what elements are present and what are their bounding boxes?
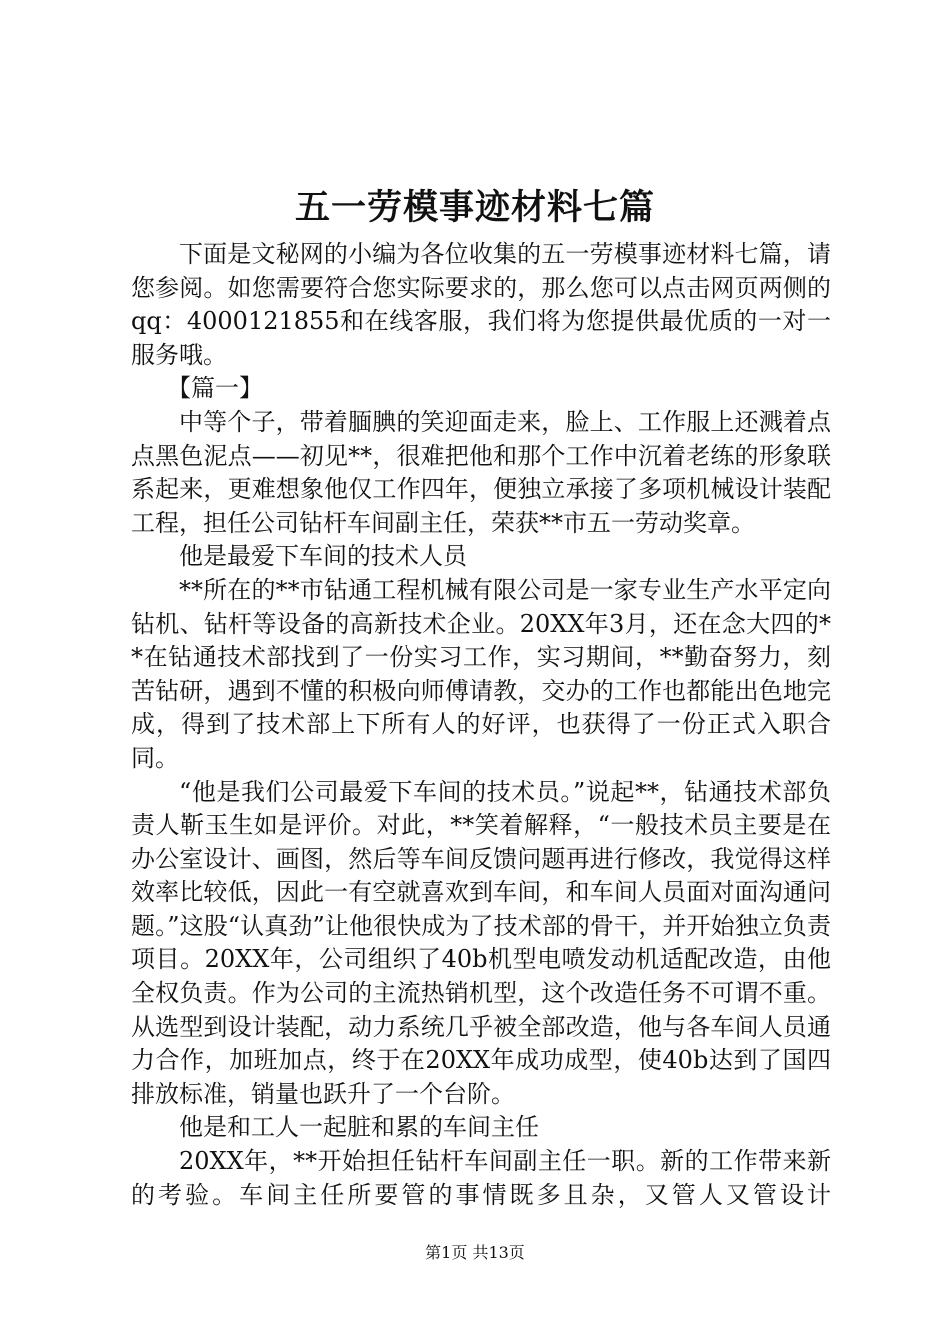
body-paragraph: 中等个子，带着腼腆的笑迎面走来，脸上、工作服上还溅着点点黑色泥点——初见**，很难把他和那个工作中沉着老练的形象联系起来，更难想象他仅工作四年，便独立承接了多项机械设计装配工程，担任公司钻杆车间副主任，荣获**市五一劳动奖章。 [131, 407, 831, 537]
body-paragraph: **所在的**市钻通工程机械有限公司是一家专业生产水平定向钻机、钻杆等设备的高新技术企业。20XX年3月，还在念大四的**在钻通技术部找到了一份实习工作，实习期间，**勤奋努力，刻苦钻研，遇到不懂的积极向师傅请教，交办的工作也都能出色地完成，得到了技术部上下所有人的好评，也获得了一份正式入职合同。 [131, 575, 831, 772]
document-body [131, 238, 831, 1212]
intro-paragraph: 下面是文秘网的小编为各位收集的五一劳模事迹材料七篇，请您参阅。如您需要符合您实际要求的，那么您可以点击网页两侧的qq：4000121855和在线客服，我们将为您提供最优质的一对一服务哦。 [131, 240, 831, 369]
page-indicator: 第1页 共13页 [425, 1243, 525, 1262]
subheading: 他是和工人一起脏和累的车间主任 [179, 1113, 539, 1142]
section-label: 【篇一】 [167, 374, 263, 403]
document-title: 五一劳模事迹材料七篇 [294, 187, 655, 228]
page-footer [0, 1242, 950, 1264]
body-paragraph: “他是我们公司最爱下车间的技术员。”说起**，钻通技术部负责人靳玉生如是评价。对此，**笑着解释，“一般技术员主要是在办公室设计、画图，然后等车间反馈问题再进行修改，我觉得这样效率比较低，因此一有空就喜欢到车间，和车间人员面对面沟通问题。”这股“认真劲”让他很快成为了技术部的骨干，并开始独立负责项目。20XX年，公司组织了40b机型电喷发动机适配改造，由他全权负责。作为公司的主流热销机型，这个改造任务不可谓不重。从选型到设计装配，动力系统几乎被全部改造，他与各车间人员通力合作，加班加点，终于在20XX年成功成型，使40b达到了国四排放标准，销量也跃升了一个台阶。 [131, 777, 831, 1108]
body-paragraph: 20XX年，**开始担任钻杆车间副主任一职。新的工作带来新的考验。车间主任所要管的事情既多且杂，又管人又管设计 [131, 1147, 831, 1209]
subheading: 他是最爱下车间的技术人员 [179, 542, 467, 571]
